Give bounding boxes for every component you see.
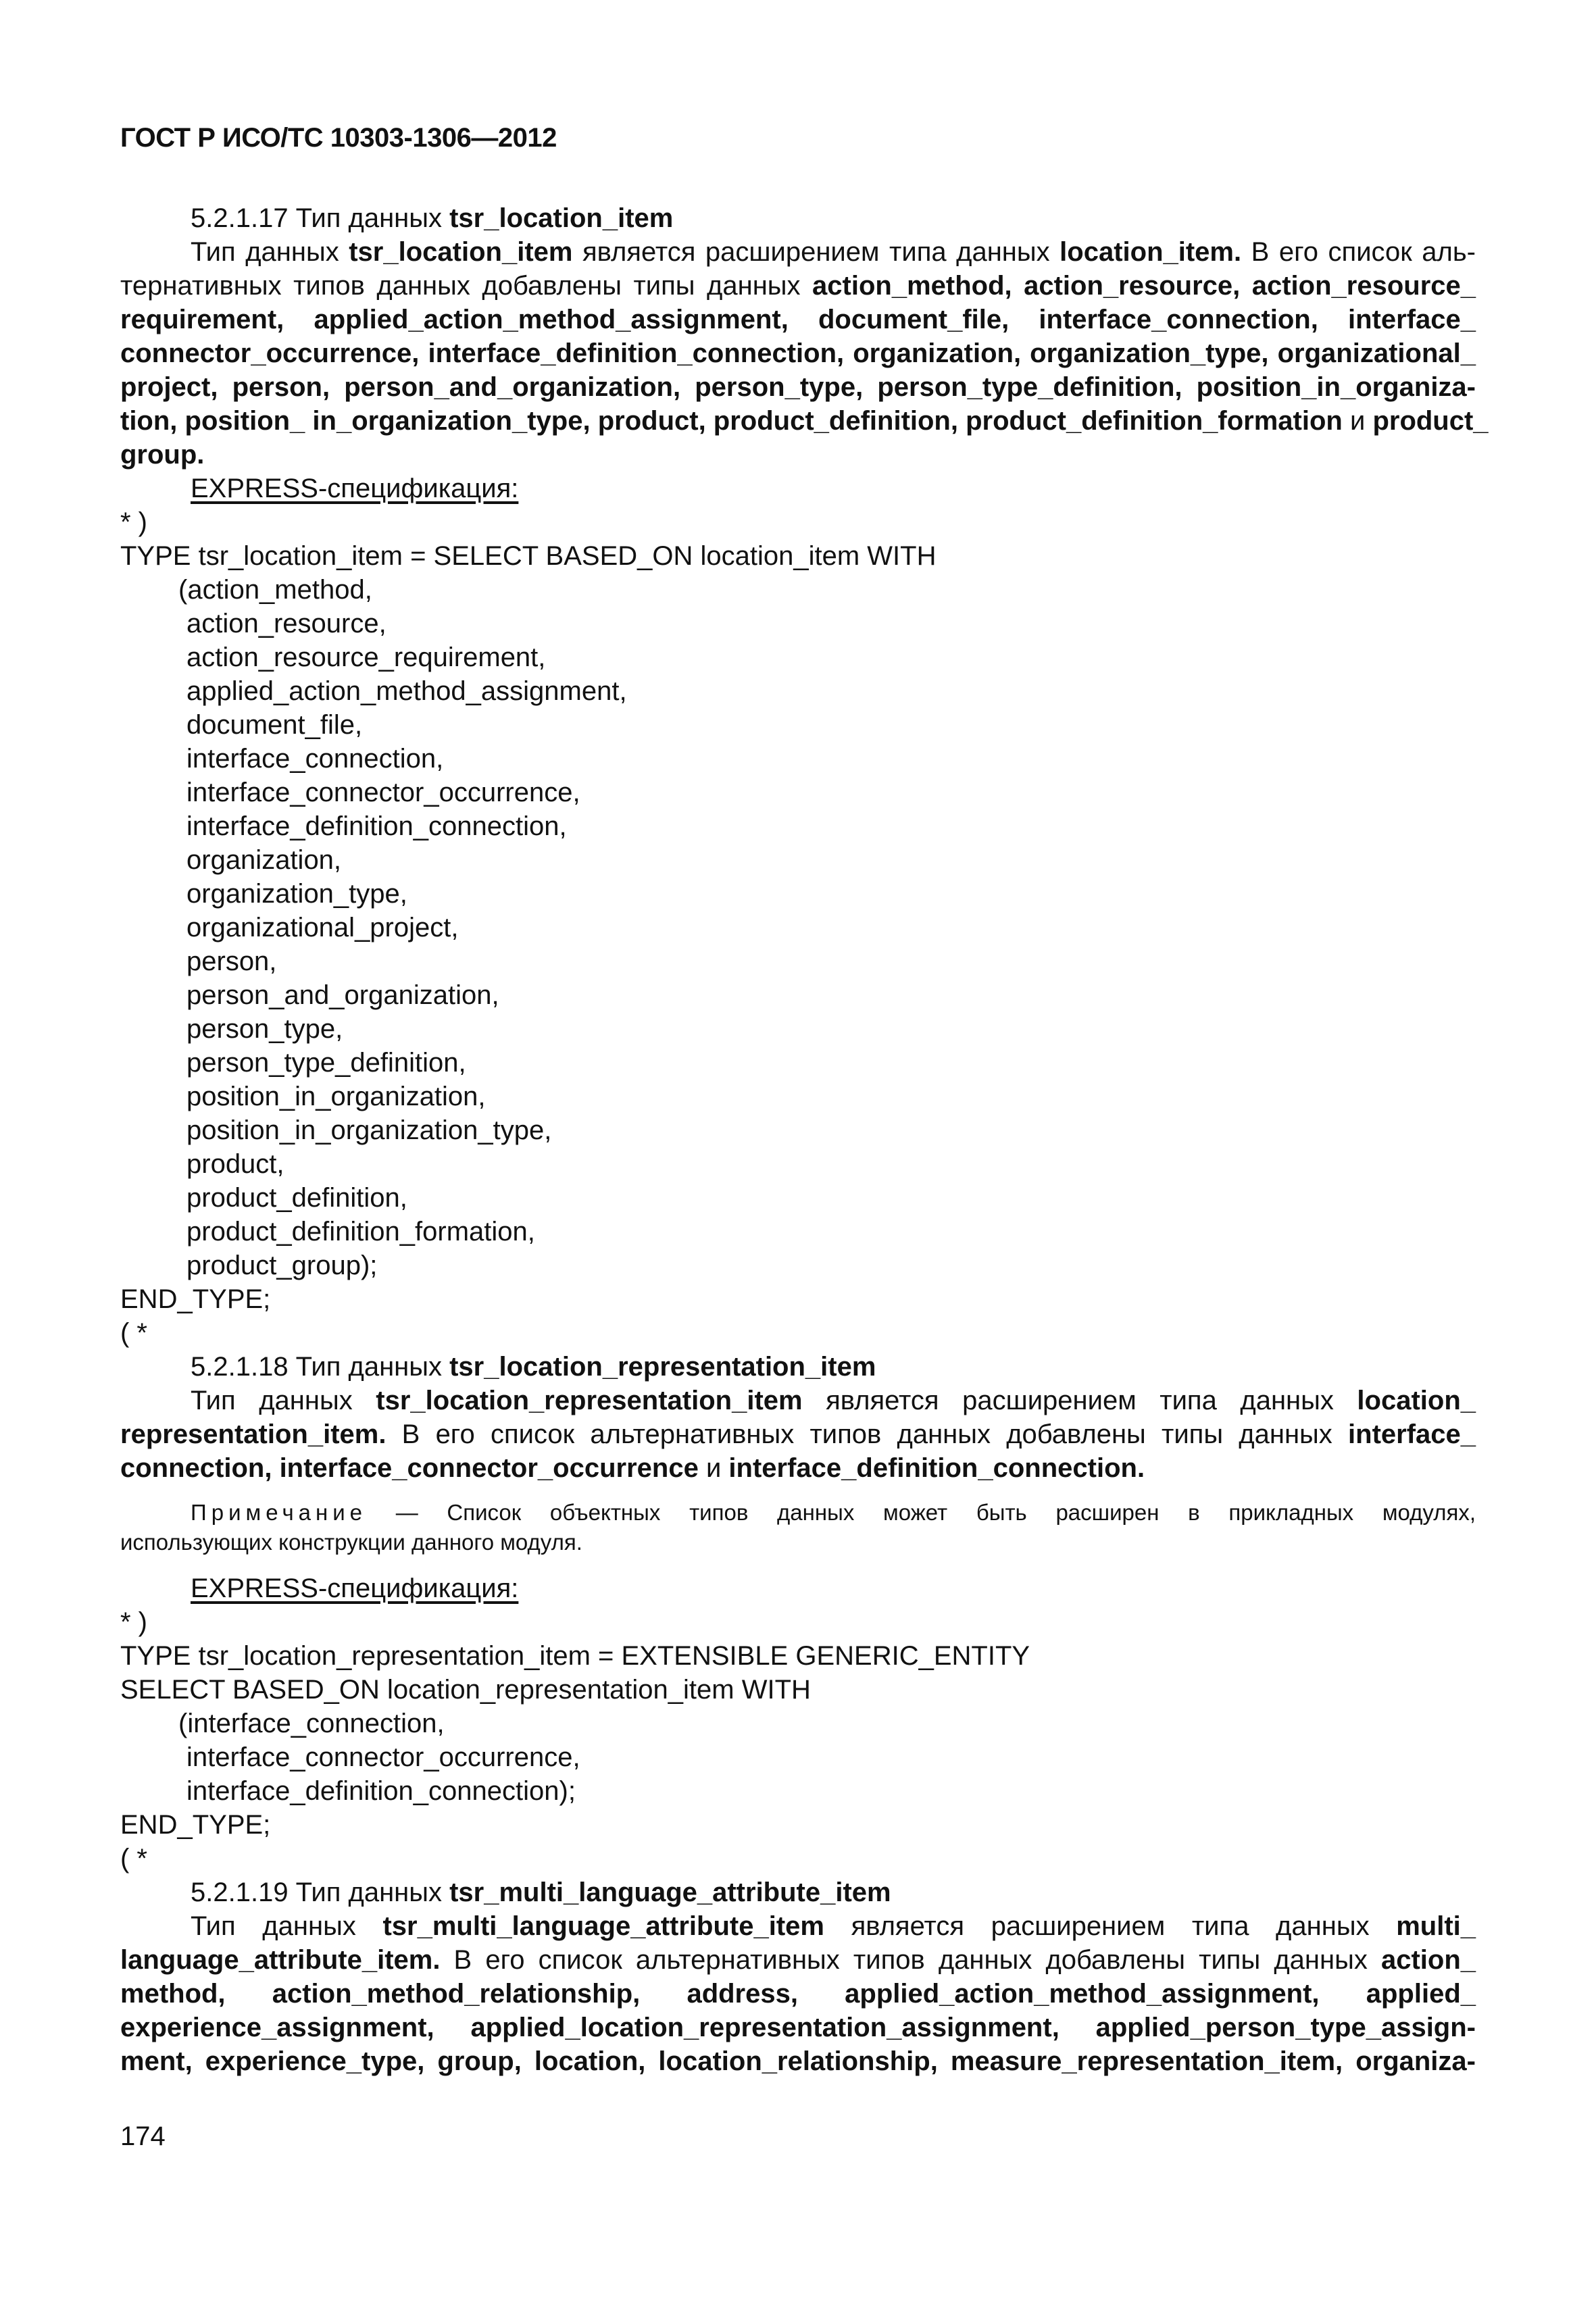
express-open: * ) <box>120 507 147 537</box>
paragraph-line: method, action_method_relationship, address, applied_action_method_assignment, applied_ <box>120 1979 1476 2009</box>
express-item: product_definition_formation, <box>186 1217 535 1247</box>
express-item: person_type, <box>186 1014 343 1044</box>
express-item: applied_action_method_assignment, <box>186 676 627 706</box>
paragraph-line: ment, experience_type, group, location, location_relationship, measure_representation_item, organiza- <box>120 2046 1476 2076</box>
express-item: person_and_organization, <box>186 980 499 1010</box>
express-item: interface_connector_occurrence, <box>186 778 580 807</box>
express-item: (interface_connection, <box>178 1709 445 1738</box>
paragraph-line: language_attribute_item. В его список альтернативных типов данных добавлены типы данных action_ <box>120 1945 1476 1975</box>
express-item: document_file, <box>186 710 363 740</box>
express-type-line: SELECT BASED_ON location_representation_item WITH <box>120 1675 811 1705</box>
express-item: interface_definition_connection); <box>186 1776 576 1806</box>
express-item: position_in_organization_type, <box>186 1115 552 1145</box>
express-open: * ) <box>120 1607 147 1637</box>
express-item: action_resource_requirement, <box>186 643 546 672</box>
paragraph-line: requirement, applied_action_method_assignment, document_file, interface_connection, interface_ <box>120 305 1476 334</box>
note-line: Примечание — Список объектных типов данных может быть расширен в прикладных модулях, <box>191 1500 1476 1525</box>
paragraph-line: connector_occurrence, interface_definition_connection, organization, organization_type, organizational_ <box>120 338 1476 368</box>
document-header: ГОСТ Р ИСО/ТС 10303-1306—2012 <box>120 123 557 153</box>
express-item: person, <box>186 947 277 976</box>
note-label: Примечание <box>191 1500 368 1525</box>
express-type-line: TYPE tsr_location_representation_item = EXTENSIBLE GENERIC_ENTITY <box>120 1641 1030 1671</box>
express-item: action_resource, <box>186 609 386 638</box>
express-item: (action_method, <box>178 575 372 605</box>
express-close: ( * <box>120 1318 147 1348</box>
paragraph-line: connection, interface_connector_occurrence и interface_definition_connection. <box>120 1453 1145 1483</box>
express-item: organization, <box>186 845 342 875</box>
express-type-line: TYPE tsr_location_item = SELECT BASED_ON location_item WITH <box>120 541 937 571</box>
express-item: organizational_project, <box>186 913 459 942</box>
express-item: interface_connector_occurrence, <box>186 1742 580 1772</box>
page-number: 174 <box>120 2121 166 2151</box>
express-item: product, <box>186 1149 284 1179</box>
note-line: использующих конструкции данного модуля. <box>120 1530 582 1555</box>
paragraph-line: experience_assignment, applied_location_representation_assignment, applied_person_type_assign- <box>120 2013 1476 2042</box>
section-heading-18: 5.2.1.18 Тип данных tsr_location_representation_item <box>191 1352 876 1382</box>
express-spec-label: EXPRESS-спецификация: <box>191 1574 519 1603</box>
section-heading-19: 5.2.1.19 Тип данных tsr_multi_language_attribute_item <box>191 1878 891 1907</box>
paragraph-line: group. <box>120 440 205 470</box>
paragraph-line: representation_item. В его список альтернативных типов данных добавлены типы данных interface_ <box>120 1419 1476 1449</box>
express-item: person_type_definition, <box>186 1048 466 1078</box>
express-end-type: END_TYPE; <box>120 1810 271 1840</box>
express-item: organization_type, <box>186 879 407 909</box>
paragraph-line: Тип данных tsr_location_item является расширением типа данных location_item. В его список аль- <box>191 237 1476 267</box>
paragraph-line: project, person, person_and_organization, person_type, person_type_definition, position_in_organiza- <box>120 372 1476 402</box>
express-item: position_in_organization, <box>186 1082 486 1111</box>
paragraph-line: Тип данных tsr_location_representation_item является расширением типа данных location_ <box>191 1386 1476 1415</box>
express-item: product_definition, <box>186 1183 407 1213</box>
express-end-type: END_TYPE; <box>120 1284 271 1314</box>
section-heading-17: 5.2.1.17 Тип данных tsr_location_item <box>191 203 674 233</box>
express-item: interface_definition_connection, <box>186 811 567 841</box>
express-item: interface_connection, <box>186 744 444 774</box>
express-spec-label: EXPRESS-спецификация: <box>191 474 519 503</box>
express-item: product_group); <box>186 1251 378 1280</box>
paragraph-line: tion, position_ in_organization_type, product, product_definition, product_definition_formation и product_ <box>120 406 1489 436</box>
paragraph-line: Тип данных tsr_multi_language_attribute_item является расширением типа данных multi_ <box>191 1911 1476 1941</box>
paragraph-line: тернативных типов данных добавлены типы данных action_method, action_resource, action_resource_ <box>120 271 1476 301</box>
express-close: ( * <box>120 1844 147 1873</box>
